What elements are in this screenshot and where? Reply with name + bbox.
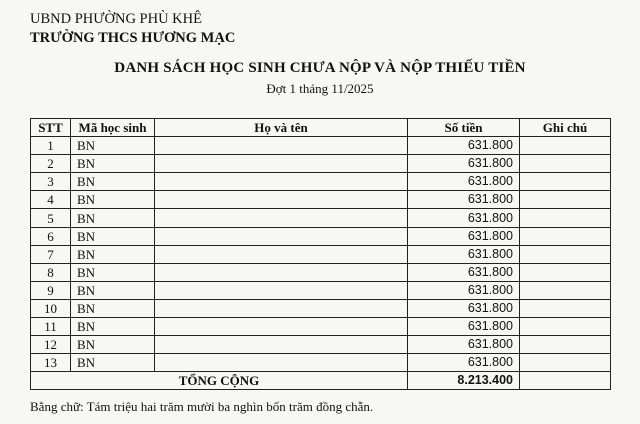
row-stt: 5 (31, 209, 71, 227)
row-stt: 6 (31, 227, 71, 245)
row-student-code: BN (71, 245, 155, 263)
row-stt: 3 (31, 173, 71, 191)
row-student-code: BN (71, 209, 155, 227)
table-row (31, 263, 611, 281)
column-header-note: Ghi chú (520, 119, 611, 137)
row-stt: 4 (31, 191, 71, 209)
row-amount: 631.800 (408, 173, 520, 191)
table-row (31, 245, 611, 263)
row-note (520, 336, 611, 354)
row-student-code: BN (71, 227, 155, 245)
row-full-name (155, 209, 408, 227)
row-full-name (155, 155, 408, 173)
row-stt: 8 (31, 263, 71, 281)
column-header-student-code: Mã học sinh (71, 119, 155, 137)
table-row (31, 281, 611, 299)
row-student-code: BN (71, 336, 155, 354)
row-amount: 631.800 (408, 209, 520, 227)
row-note (520, 137, 611, 155)
row-student-code: BN (71, 191, 155, 209)
total-label: TỔNG CỘNG (31, 372, 408, 390)
row-full-name (155, 281, 408, 299)
column-header-stt: STT (31, 119, 71, 137)
total-amount: 8.213.400 (408, 372, 520, 390)
row-note (520, 173, 611, 191)
row-stt: 1 (31, 137, 71, 155)
row-amount: 631.800 (408, 155, 520, 173)
row-amount: 631.800 (408, 191, 520, 209)
row-note (520, 318, 611, 336)
row-full-name (155, 299, 408, 317)
row-amount: 631.800 (408, 245, 520, 263)
row-student-code: BN (71, 173, 155, 191)
table-row (31, 318, 611, 336)
row-amount: 631.800 (408, 263, 520, 281)
row-student-code: BN (71, 263, 155, 281)
row-student-code: BN (71, 155, 155, 173)
amount-in-words: Bằng chữ: Tám triệu hai trăm mười ba nghìn bốn trăm đồng chẵn. (30, 399, 374, 414)
row-stt: 11 (31, 318, 71, 336)
row-amount: 631.800 (408, 299, 520, 317)
row-student-code: BN (71, 354, 155, 372)
table-row (31, 191, 611, 209)
row-stt: 10 (31, 299, 71, 317)
row-full-name (155, 227, 408, 245)
row-note (520, 155, 611, 173)
row-amount: 631.800 (408, 281, 520, 299)
row-full-name (155, 318, 408, 336)
table-header-row (31, 119, 611, 137)
document-title: DANH SÁCH HỌC SINH CHƯA NỘP VÀ NỘP THIẾU TIỀN (114, 60, 526, 76)
row-stt: 2 (31, 155, 71, 173)
row-full-name (155, 191, 408, 209)
row-full-name (155, 245, 408, 263)
row-amount: 631.800 (408, 137, 520, 155)
table-row (31, 336, 611, 354)
table-row (31, 173, 611, 191)
organization-name: UBND PHƯỜNG PHÙ KHÊ (30, 11, 202, 27)
row-student-code: BN (71, 281, 155, 299)
row-student-code: BN (71, 318, 155, 336)
table-row (31, 227, 611, 245)
row-note (520, 263, 611, 281)
school-name: TRƯỜNG THCS HƯƠNG MẠC (30, 30, 236, 46)
total-note-cell (520, 372, 611, 390)
table-row (31, 155, 611, 173)
row-stt: 9 (31, 281, 71, 299)
row-amount: 631.800 (408, 318, 520, 336)
row-student-code: BN (71, 299, 155, 317)
table-row (31, 137, 611, 155)
table-row (31, 209, 611, 227)
student-payment-table (30, 118, 611, 390)
row-note (520, 281, 611, 299)
row-note (520, 245, 611, 263)
document-subtitle: Đợt 1 tháng 11/2025 (266, 81, 374, 96)
column-header-amount: Số tiền (408, 119, 520, 137)
row-stt: 13 (31, 354, 71, 372)
row-note (520, 191, 611, 209)
column-header-full-name: Họ và tên (155, 119, 408, 137)
row-full-name (155, 354, 408, 372)
row-amount: 631.800 (408, 227, 520, 245)
row-student-code: BN (71, 137, 155, 155)
row-note (520, 227, 611, 245)
row-note (520, 299, 611, 317)
table-row (31, 354, 611, 372)
row-note (520, 354, 611, 372)
row-full-name (155, 137, 408, 155)
table-body (31, 137, 611, 372)
row-full-name (155, 173, 408, 191)
table-row (31, 299, 611, 317)
row-full-name (155, 263, 408, 281)
row-note (520, 209, 611, 227)
row-amount: 631.800 (408, 336, 520, 354)
row-amount: 631.800 (408, 354, 520, 372)
row-stt: 7 (31, 245, 71, 263)
row-full-name (155, 336, 408, 354)
total-row (31, 372, 611, 390)
row-stt: 12 (31, 336, 71, 354)
